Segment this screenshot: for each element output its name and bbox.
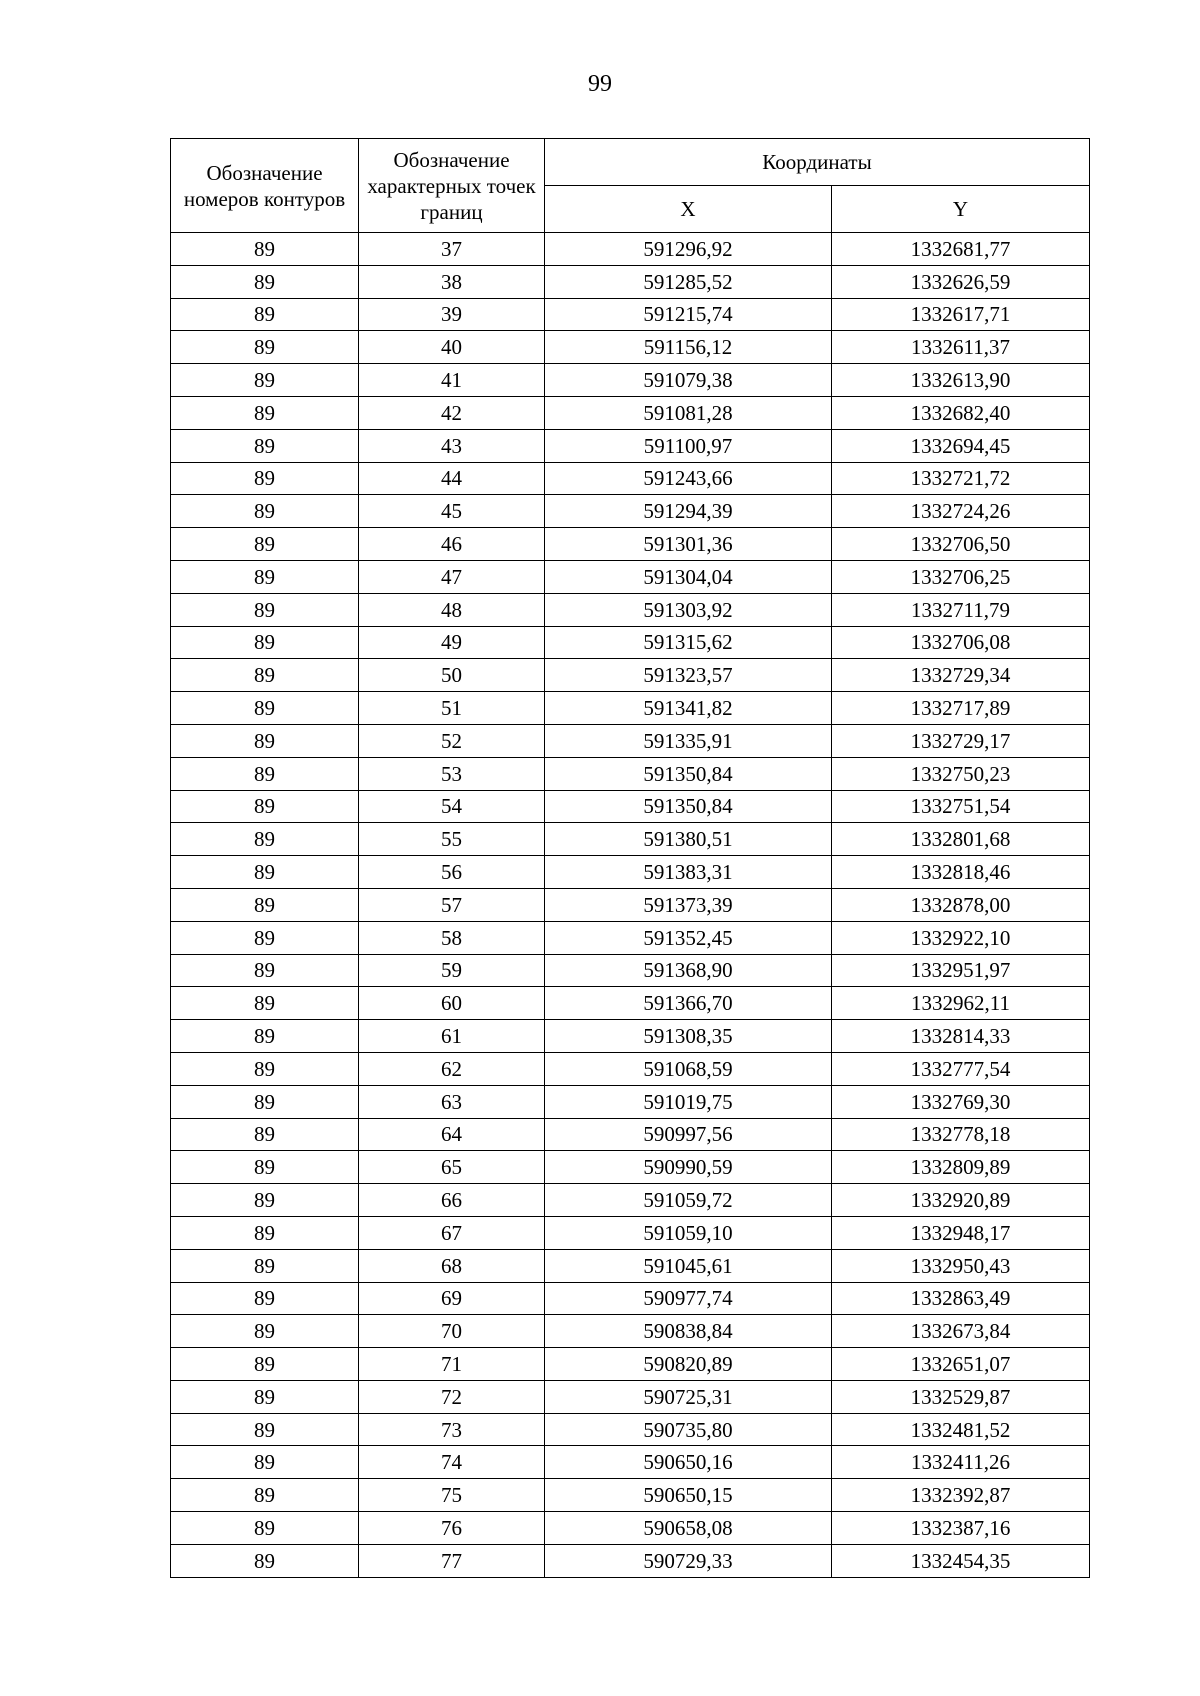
cell-y: 1332962,11 [832,987,1090,1020]
table-row [171,823,1090,856]
cell-x: 591081,28 [545,396,832,429]
cell-x: 591059,72 [545,1184,832,1217]
header-contour-number: Обозначение номеров контуров [171,139,359,233]
cell-x: 591294,39 [545,495,832,528]
cell-x: 591368,90 [545,954,832,987]
cell-point: 72 [359,1380,545,1413]
cell-y: 1332411,26 [832,1446,1090,1479]
table-row [171,626,1090,659]
cell-point: 38 [359,265,545,298]
table-row [171,560,1090,593]
cell-contour: 89 [171,593,359,626]
cell-y: 1332814,33 [832,1020,1090,1053]
table-row [171,921,1090,954]
table-row [171,790,1090,823]
cell-y: 1332777,54 [832,1052,1090,1085]
cell-contour: 89 [171,1052,359,1085]
cell-point: 71 [359,1348,545,1381]
cell-point: 61 [359,1020,545,1053]
cell-x: 590729,33 [545,1544,832,1577]
cell-x: 591308,35 [545,1020,832,1053]
cell-y: 1332454,35 [832,1544,1090,1577]
cell-x: 591059,10 [545,1216,832,1249]
table-body [171,233,1090,1578]
cell-point: 65 [359,1151,545,1184]
cell-y: 1332706,08 [832,626,1090,659]
page-number: 99 [588,71,612,97]
cell-y: 1332717,89 [832,692,1090,725]
cell-x: 591068,59 [545,1052,832,1085]
cell-x: 590997,56 [545,1118,832,1151]
table-row [171,1413,1090,1446]
cell-point: 67 [359,1216,545,1249]
cell-contour: 89 [171,1380,359,1413]
cell-point: 76 [359,1512,545,1545]
cell-y: 1332922,10 [832,921,1090,954]
cell-contour: 89 [171,790,359,823]
cell-contour: 89 [171,757,359,790]
cell-x: 591019,75 [545,1085,832,1118]
cell-point: 48 [359,593,545,626]
table-row [171,1118,1090,1151]
table-row [171,1282,1090,1315]
cell-x: 590820,89 [545,1348,832,1381]
cell-x: 591366,70 [545,987,832,1020]
cell-point: 75 [359,1479,545,1512]
cell-point: 47 [359,560,545,593]
cell-x: 591323,57 [545,659,832,692]
cell-y: 1332721,72 [832,462,1090,495]
cell-point: 42 [359,396,545,429]
cell-x: 590735,80 [545,1413,832,1446]
cell-x: 590990,59 [545,1151,832,1184]
cell-point: 50 [359,659,545,692]
table-row [171,429,1090,462]
cell-point: 49 [359,626,545,659]
cell-point: 37 [359,233,545,266]
cell-x: 590838,84 [545,1315,832,1348]
cell-contour: 89 [171,724,359,757]
table-row [171,298,1090,331]
table-row [171,1020,1090,1053]
cell-x: 591315,62 [545,626,832,659]
cell-y: 1332694,45 [832,429,1090,462]
cell-y: 1332387,16 [832,1512,1090,1545]
cell-point: 44 [359,462,545,495]
cell-x: 591045,61 [545,1249,832,1282]
cell-y: 1332681,77 [832,233,1090,266]
cell-x: 591296,92 [545,233,832,266]
cell-contour: 89 [171,1446,359,1479]
cell-x: 591373,39 [545,888,832,921]
cell-y: 1332673,84 [832,1315,1090,1348]
cell-x: 591156,12 [545,331,832,364]
table-row [171,757,1090,790]
header-x: X [545,186,832,233]
cell-x: 591303,92 [545,593,832,626]
cell-y: 1332809,89 [832,1151,1090,1184]
table-row [171,1348,1090,1381]
cell-contour: 89 [171,364,359,397]
cell-point: 60 [359,987,545,1020]
cell-y: 1332392,87 [832,1479,1090,1512]
table-row [171,495,1090,528]
cell-contour: 89 [171,626,359,659]
cell-contour: 89 [171,1315,359,1348]
cell-contour: 89 [171,987,359,1020]
table-row [171,1052,1090,1085]
cell-point: 41 [359,364,545,397]
cell-y: 1332948,17 [832,1216,1090,1249]
cell-contour: 89 [171,1151,359,1184]
cell-point: 64 [359,1118,545,1151]
cell-point: 52 [359,724,545,757]
cell-contour: 89 [171,1020,359,1053]
cell-x: 591380,51 [545,823,832,856]
cell-y: 1332751,54 [832,790,1090,823]
cell-y: 1332613,90 [832,364,1090,397]
table-header [171,139,1090,233]
cell-y: 1332863,49 [832,1282,1090,1315]
table-row [171,1249,1090,1282]
cell-contour: 89 [171,823,359,856]
cell-y: 1332778,18 [832,1118,1090,1151]
cell-contour: 89 [171,1544,359,1577]
cell-point: 45 [359,495,545,528]
cell-contour: 89 [171,692,359,725]
cell-contour: 89 [171,429,359,462]
cell-point: 40 [359,331,545,364]
table-row [171,1151,1090,1184]
cell-contour: 89 [171,560,359,593]
table-row [171,462,1090,495]
table-row [171,1085,1090,1118]
cell-point: 46 [359,528,545,561]
cell-point: 51 [359,692,545,725]
table-row [171,364,1090,397]
cell-x: 591350,84 [545,790,832,823]
cell-contour: 89 [171,528,359,561]
cell-contour: 89 [171,331,359,364]
cell-point: 69 [359,1282,545,1315]
cell-point: 54 [359,790,545,823]
cell-y: 1332617,71 [832,298,1090,331]
cell-contour: 89 [171,1348,359,1381]
cell-contour: 89 [171,298,359,331]
cell-y: 1332626,59 [832,265,1090,298]
cell-y: 1332706,25 [832,560,1090,593]
coordinates-table [170,138,1090,1578]
table-row [171,593,1090,626]
cell-x: 591352,45 [545,921,832,954]
cell-contour: 89 [171,1118,359,1151]
table-row [171,1479,1090,1512]
cell-y: 1332801,68 [832,823,1090,856]
cell-point: 58 [359,921,545,954]
cell-point: 74 [359,1446,545,1479]
header-boundary-point: Обозначение характерных точек границ [359,139,545,233]
cell-x: 591301,36 [545,528,832,561]
cell-y: 1332769,30 [832,1085,1090,1118]
cell-point: 73 [359,1413,545,1446]
table-row [171,724,1090,757]
cell-contour: 89 [171,233,359,266]
cell-contour: 89 [171,462,359,495]
table-row [171,1315,1090,1348]
table-row [171,233,1090,266]
cell-contour: 89 [171,1413,359,1446]
table-row [171,888,1090,921]
cell-x: 590650,15 [545,1479,832,1512]
cell-point: 53 [359,757,545,790]
cell-y: 1332529,87 [832,1380,1090,1413]
cell-x: 590725,31 [545,1380,832,1413]
cell-point: 56 [359,856,545,889]
cell-point: 77 [359,1544,545,1577]
cell-y: 1332878,00 [832,888,1090,921]
cell-contour: 89 [171,1249,359,1282]
cell-contour: 89 [171,954,359,987]
table-row [171,856,1090,889]
table-row [171,396,1090,429]
cell-point: 55 [359,823,545,856]
cell-y: 1332729,34 [832,659,1090,692]
cell-y: 1332481,52 [832,1413,1090,1446]
table-row [171,1512,1090,1545]
cell-contour: 89 [171,921,359,954]
cell-contour: 89 [171,1216,359,1249]
cell-point: 62 [359,1052,545,1085]
cell-y: 1332729,17 [832,724,1090,757]
cell-y: 1332818,46 [832,856,1090,889]
cell-point: 70 [359,1315,545,1348]
table-row [171,1380,1090,1413]
cell-x: 590650,16 [545,1446,832,1479]
cell-x: 591079,38 [545,364,832,397]
table-row [171,1216,1090,1249]
table-row [171,331,1090,364]
cell-contour: 89 [171,1479,359,1512]
cell-contour: 89 [171,1282,359,1315]
cell-point: 39 [359,298,545,331]
cell-point: 59 [359,954,545,987]
cell-point: 57 [359,888,545,921]
header-y: Y [832,186,1090,233]
table-row [171,659,1090,692]
cell-x: 591341,82 [545,692,832,725]
cell-contour: 89 [171,659,359,692]
cell-point: 63 [359,1085,545,1118]
cell-contour: 89 [171,396,359,429]
cell-y: 1332950,43 [832,1249,1090,1282]
cell-x: 591304,04 [545,560,832,593]
cell-y: 1332724,26 [832,495,1090,528]
cell-x: 590977,74 [545,1282,832,1315]
cell-y: 1332682,40 [832,396,1090,429]
cell-x: 591285,52 [545,265,832,298]
cell-contour: 89 [171,1184,359,1217]
cell-contour: 89 [171,888,359,921]
table-row [171,987,1090,1020]
cell-contour: 89 [171,495,359,528]
cell-y: 1332611,37 [832,331,1090,364]
cell-y: 1332750,23 [832,757,1090,790]
cell-x: 591243,66 [545,462,832,495]
table-row [171,1544,1090,1577]
cell-y: 1332706,50 [832,528,1090,561]
header-coordinates: Координаты [545,139,1090,186]
table-row [171,265,1090,298]
cell-x: 591383,31 [545,856,832,889]
table-row [171,528,1090,561]
cell-y: 1332951,97 [832,954,1090,987]
table-row [171,1446,1090,1479]
cell-y: 1332651,07 [832,1348,1090,1381]
cell-x: 591100,97 [545,429,832,462]
table-row [171,954,1090,987]
cell-contour: 89 [171,1512,359,1545]
cell-x: 591335,91 [545,724,832,757]
cell-x: 591215,74 [545,298,832,331]
cell-contour: 89 [171,1085,359,1118]
cell-point: 43 [359,429,545,462]
cell-y: 1332920,89 [832,1184,1090,1217]
table-row [171,692,1090,725]
cell-y: 1332711,79 [832,593,1090,626]
cell-point: 66 [359,1184,545,1217]
cell-x: 591350,84 [545,757,832,790]
cell-contour: 89 [171,856,359,889]
cell-x: 590658,08 [545,1512,832,1545]
cell-point: 68 [359,1249,545,1282]
table-row [171,1184,1090,1217]
cell-contour: 89 [171,265,359,298]
